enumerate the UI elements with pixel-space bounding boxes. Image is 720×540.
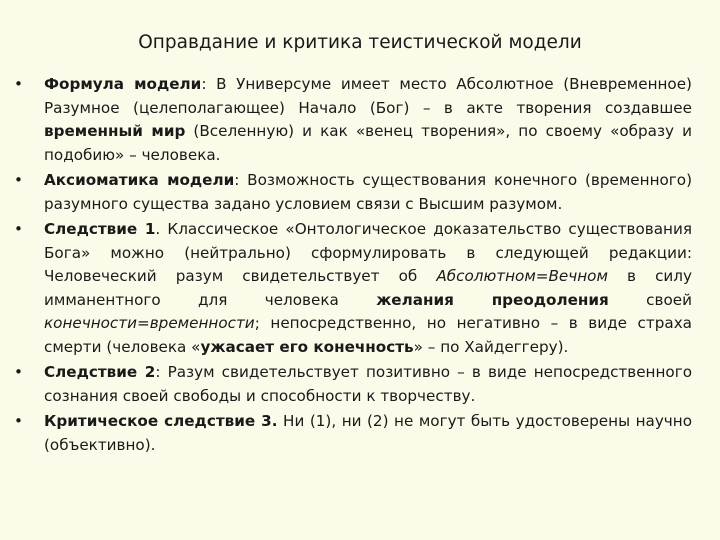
item-text: ; непосредственно, но негативно – в виде страха смерти (человека « [44,314,692,356]
item-emphasis: ужасает его конечность [200,337,414,356]
item-heading: Формула модели [44,75,202,93]
item-text: Ни (1), ни (2) не могут быть удостоверены научно (объективно). [44,412,693,454]
item-italic: Абсолютном=Вечном [436,267,608,285]
item-text: (Вселенную) и как «венец творения», по своему «образу и подобию» – человека. [44,122,692,164]
slide-title: Оправдание и критика теистической модели [138,32,582,53]
item-text: своей [608,290,692,309]
item-emphasis: желания преодоления [376,290,609,309]
item-heading: Следствие 1 [44,220,156,238]
item-text: : Возможность существования конечного (временного) разумного существа задано условием связи с Высшим разумом. [44,171,692,213]
bullet-item-formula [0,73,720,167]
bullet-icon: • [14,220,23,238]
item-text: в силу имманентного для человека [44,267,692,309]
bullet-item-corollary-1 [0,218,720,359]
item-text: » – по Хайдеггеру). [413,337,569,356]
bullet-icon: • [14,171,23,189]
item-italic: конечности=временности [44,314,255,332]
item-heading: Следствие 2 [44,363,156,381]
item-heading: Критическое следствие 3. [44,412,278,430]
item-text: : Разум свидетельствует позитивно – в виде непосредственного сознания своей свободы и способности к творчеству. [44,363,692,405]
bullet-icon: • [14,412,23,430]
bullet-list [0,73,720,459]
item-text: . Классическое «Онтологическое доказательство существования Бога» можно (нейтрально) сформулировать в следующей редакции: Человеческий разум свидетельствует об [44,220,692,285]
bullet-item-axiomatics [0,169,720,216]
item-text: : В Универсуме имеет место Абсолютное (Вневременное) Разумное (целеполагающее) Начало (Бог) – в акте творения создавшее [44,75,692,117]
item-heading: Аксиоматика модели [44,171,235,189]
bullet-item-corollary-2 [0,361,720,408]
item-emphasis: временный мир [44,122,186,140]
bullet-item-critical-corollary [0,410,720,457]
bullet-icon: • [14,363,23,381]
bullet-icon: • [14,75,23,93]
